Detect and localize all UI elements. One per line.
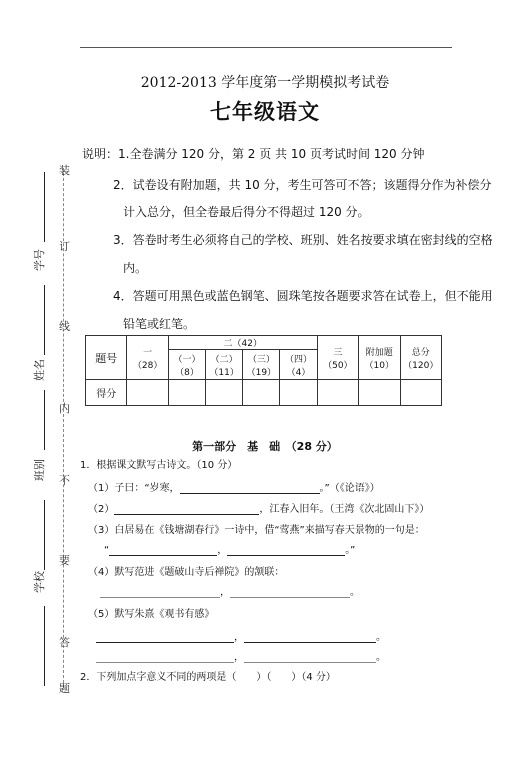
school-line-lower [44, 606, 45, 686]
answer-blank[interactable] [114, 503, 259, 515]
table-header-label: 题号 [86, 336, 127, 380]
instruction-line-4: 3．答卷时考生必须将自己的学校、班别、姓名按要求填在密封线的空格 [113, 233, 493, 247]
class-label: 班别 [33, 459, 46, 481]
section-title: 第一部分 基 础 （28 分） [192, 440, 338, 453]
school-label: 学校 [33, 571, 46, 593]
row-score-label: 得分 [86, 380, 127, 406]
binding-char: 线 [59, 320, 70, 333]
binding-char: 内 [59, 402, 70, 415]
student-id-label: 学号 [33, 249, 46, 271]
question-1-3: （3）白居易在《钱塘湖春行》一诗中，借“莺燕”来描写春天景物的一句是： [88, 525, 425, 536]
name-line [44, 285, 45, 355]
col-fujia: 附加题 （10） [359, 336, 400, 380]
answer-blank[interactable] [227, 544, 345, 556]
binding-char: 不 [59, 474, 70, 487]
instruction-line-7: 铅笔或红笔。 [123, 317, 196, 331]
binding-char: 订 [59, 240, 70, 253]
sub-col-2: （二） （11） [206, 350, 243, 380]
question-1-5: （5）默写朱熹《观书有感》 [88, 609, 215, 620]
score-cell[interactable] [168, 380, 205, 406]
col-san: 三 （50） [317, 336, 358, 380]
school-line [44, 500, 45, 570]
score-cell[interactable] [127, 380, 168, 406]
score-cell[interactable] [359, 380, 400, 406]
sub-col-1: （一） （8） [168, 350, 205, 380]
answer-blank[interactable] [96, 651, 234, 663]
question-1-5-line-2: ， 。 [96, 648, 386, 663]
col-total: 总分 （120） [400, 336, 442, 380]
answer-blank[interactable] [109, 544, 217, 556]
instruction-line-1: 说明：1.全卷满分 120 分，第 2 页 共 10 页考试时间 120 分钟 [82, 147, 425, 161]
answer-blank[interactable] [244, 631, 376, 643]
binding-char: 装 [59, 164, 70, 177]
instruction-line-6: 4．答题可用黑色或蓝色钢笔、圆珠笔按各题要求答在试卷上，但不能用 [113, 289, 493, 303]
instruction-line-3: 计入总分，但全卷最后得分不得超过 120 分。 [123, 205, 370, 219]
col-yi: 一 （28） [127, 336, 168, 380]
answer-blank[interactable] [96, 631, 234, 643]
binding-char: 题 [59, 682, 70, 695]
score-cell[interactable] [206, 380, 243, 406]
question-1-1: （1）子曰：“岁寒， 。”（《论语》） [88, 483, 380, 494]
exam-title: 2012-2013 学年度第一学期模拟考试卷 [140, 75, 390, 91]
name-label: 姓名 [33, 359, 46, 381]
sub-col-4: （四） （4） [280, 350, 317, 380]
question-2: 2．下列加点字意义不同的两项是（ ）（ ）（4 分） [80, 672, 336, 683]
question-1: 1．根据课文默写古诗文。（10 分） [80, 460, 238, 471]
question-1-2: （2） ，江春入旧年。（王湾《次北固山下》） [88, 504, 430, 515]
binding-char: 要 [59, 554, 70, 567]
answer-blank[interactable] [180, 482, 320, 494]
score-cell[interactable] [317, 380, 358, 406]
score-cell[interactable] [243, 380, 280, 406]
exam-subject: 七年级语文 [210, 99, 320, 124]
score-table [85, 335, 442, 406]
score-cell[interactable] [280, 380, 317, 406]
answer-blank[interactable] [100, 586, 220, 598]
sub-col-3: （三） （19） [243, 350, 280, 380]
question-1-4: （4）默写范进《题破山寺后禅院》的颔联： [88, 567, 285, 578]
answer-blank[interactable] [230, 586, 350, 598]
header-rule [80, 47, 452, 48]
answer-blank[interactable] [244, 651, 376, 663]
score-cell[interactable] [400, 380, 442, 406]
student-id-line [44, 172, 45, 242]
question-1-3-answer: “ ， 。” [104, 545, 356, 556]
col-er-group: 二（42） [168, 336, 317, 350]
binding-char: 答 [59, 636, 70, 649]
instruction-line-5: 内。 [123, 261, 148, 275]
question-1-4-answer: ， 。 [100, 583, 360, 598]
instruction-line-2: 2．试卷设有附加题，共 10 分，考生可答可不答；该题得分作为补偿分 [113, 178, 492, 192]
question-1-5-line-1: ， 。 [96, 628, 386, 643]
